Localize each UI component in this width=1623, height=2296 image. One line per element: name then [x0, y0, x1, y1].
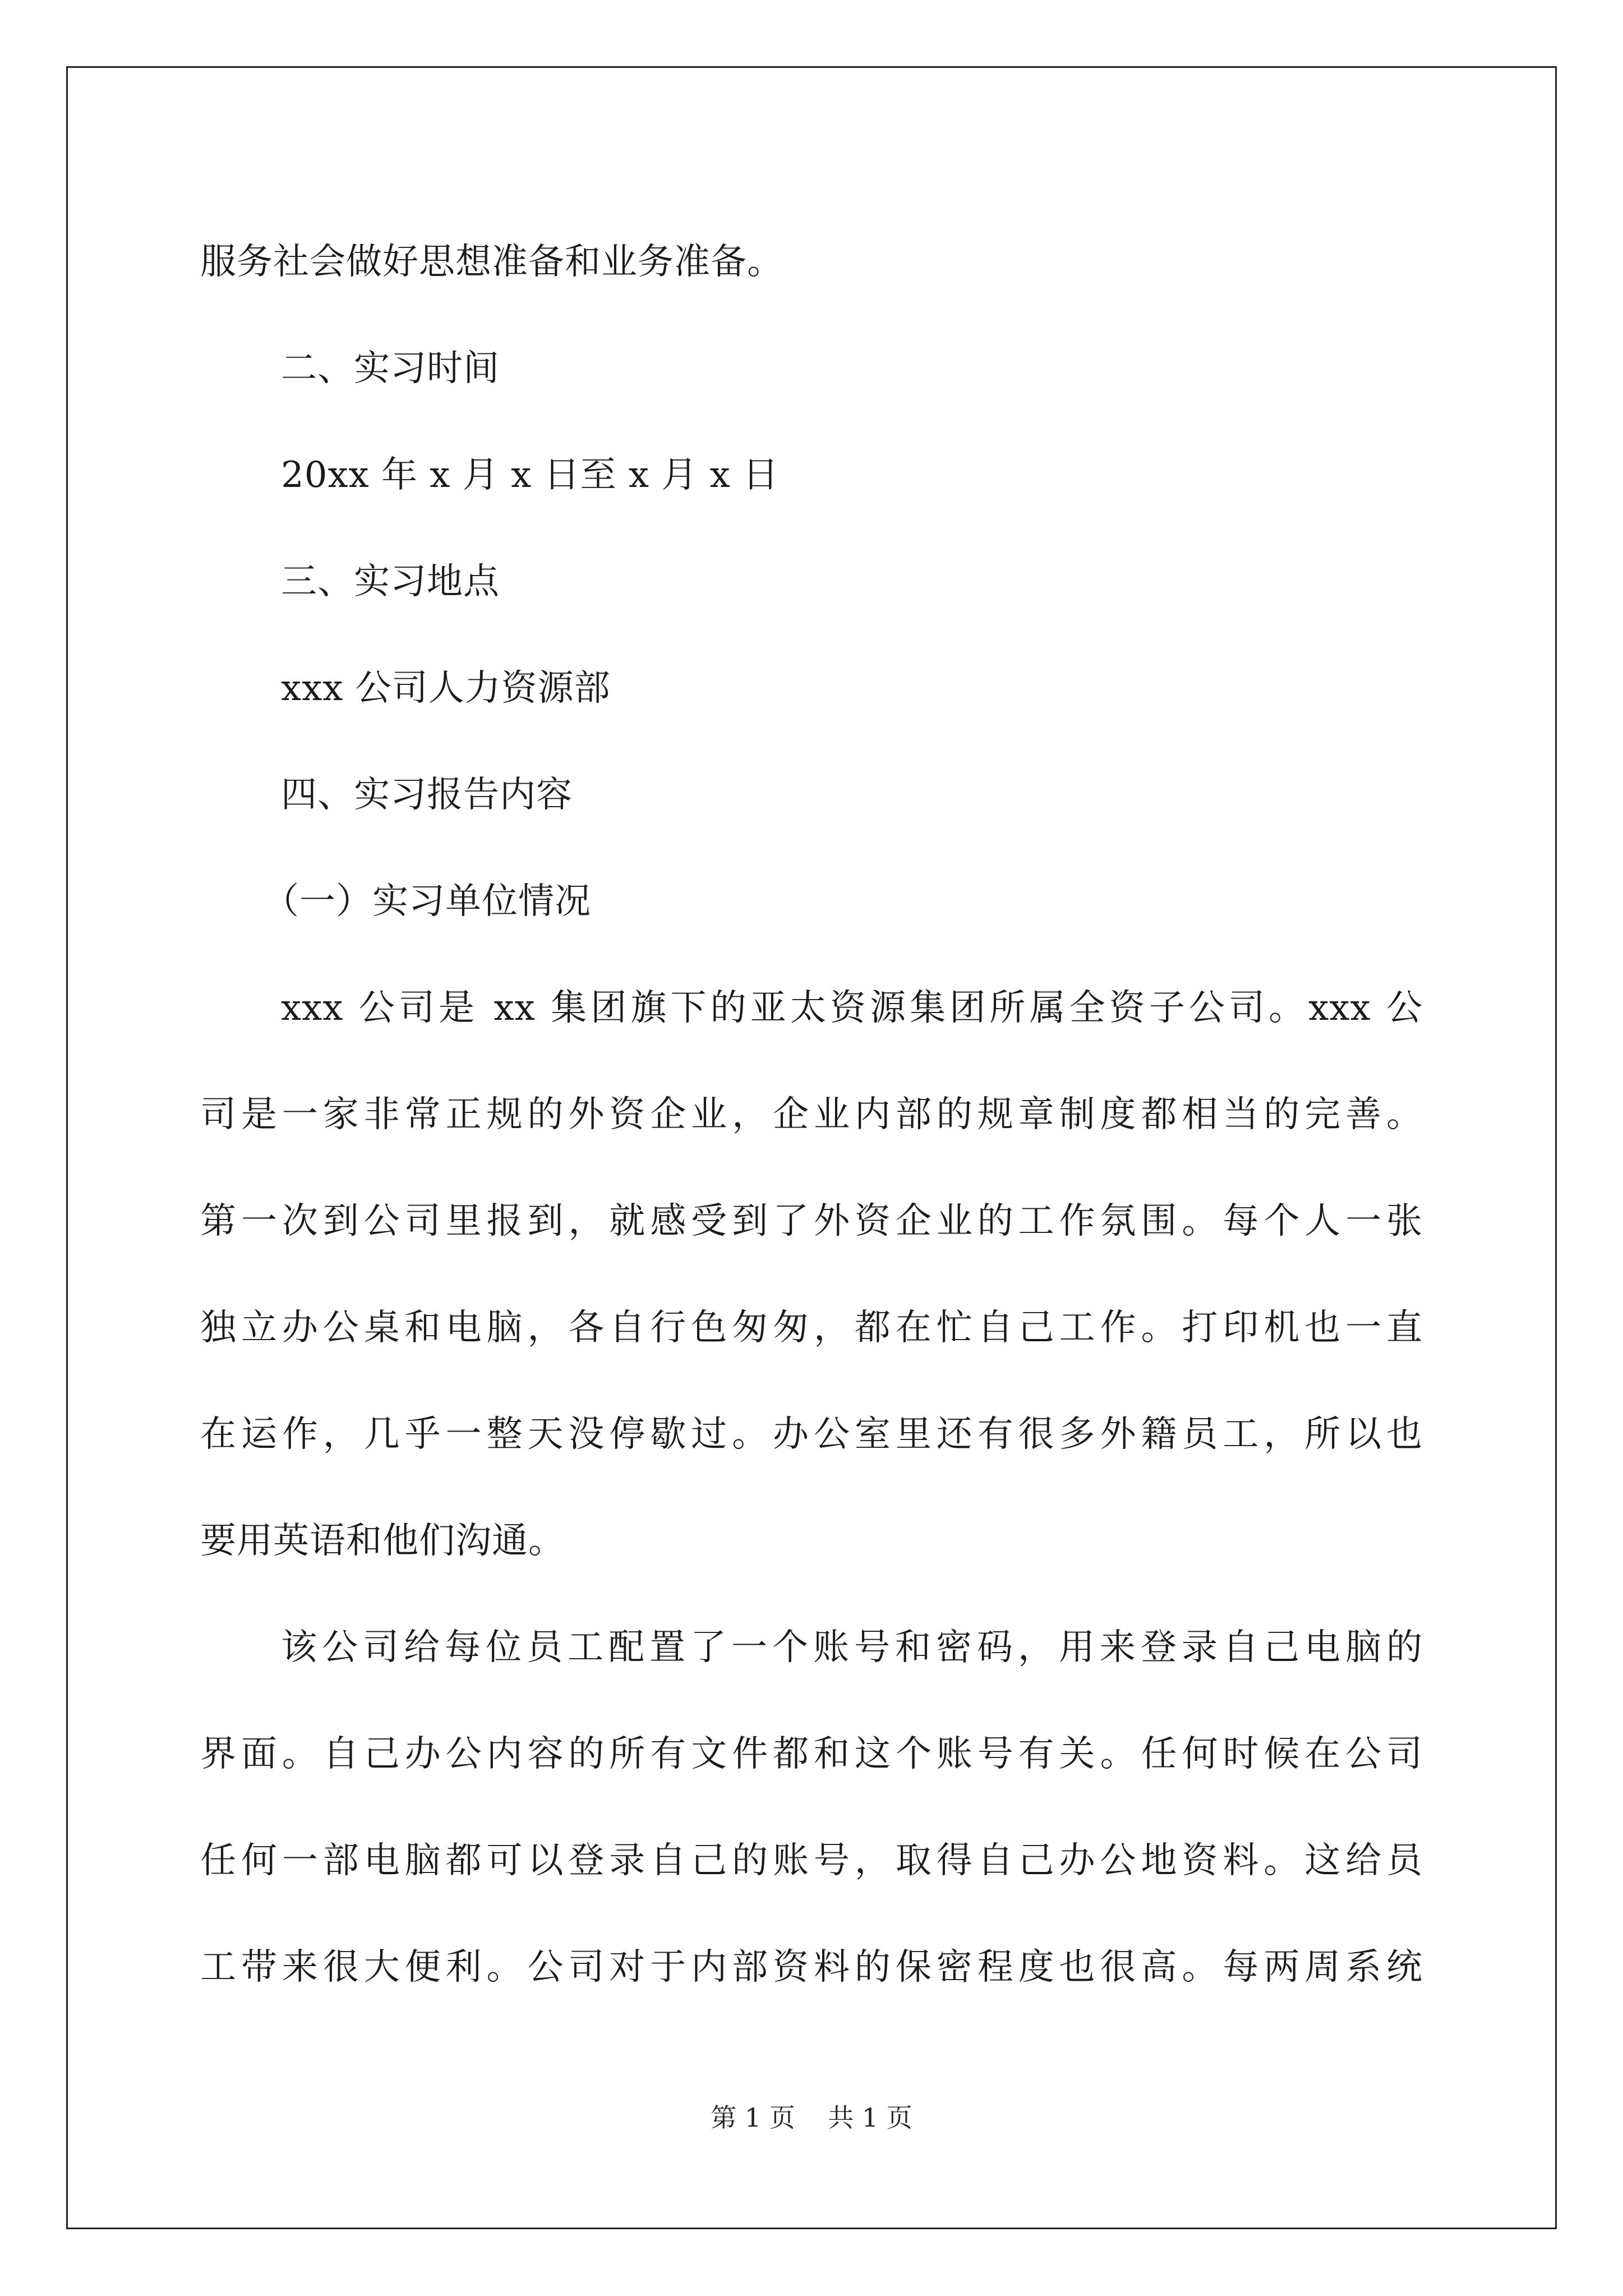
- internship-location: xxx 公司人力资源部: [281, 668, 611, 709]
- page-number-footer: 第 1 页 共 1 页: [711, 2102, 912, 2133]
- paragraph-line: 在运作，几乎一整天没停歇过。办公室里还有很多外籍员工，所以也: [200, 1414, 1423, 1455]
- subsection-heading-unit: （一）实习单位情况: [263, 881, 591, 922]
- paragraph-line: 独立办公桌和电脑，各自行色匆匆，都在忙自己工作。打印机也一直: [200, 1307, 1423, 1349]
- section-heading-content: 四、实习报告内容: [281, 774, 573, 816]
- section-heading-time: 二、实习时间: [281, 348, 500, 389]
- body-line: 服务社会做好思想准备和业务准备。: [200, 241, 783, 283]
- paragraph-line: 任何一部电脑都可以登录自己的账号，取得自己办公地资料。这给员: [200, 1840, 1423, 1881]
- paragraph-line: 界面。自己办公内容的所有文件都和这个账号有关。任何时候在公司: [200, 1733, 1423, 1775]
- paragraph-line: 第一次到公司里报到，就感受到了外资企业的工作氛围。每个人一张: [200, 1200, 1423, 1242]
- document-body: [200, 209, 1423, 2021]
- paragraph-line: 要用英语和他们沟通。: [200, 1520, 565, 1562]
- section-heading-location: 三、实习地点: [281, 561, 500, 602]
- paragraph-line: xxx 公司是 xx 集团旗下的亚太资源集团所属全资子公司。xxx 公: [281, 987, 1423, 1029]
- paragraph-line: 司是一家非常正规的外资企业，企业内部的规章制度都相当的完善。: [200, 1094, 1423, 1135]
- paragraph-line: 工带来很大便利。公司对于内部资料的保密程度也很高。每两周系统: [200, 1947, 1423, 1988]
- internship-dates: 20xx 年 x 月 x 日至 x 月 x 日: [281, 454, 780, 496]
- paragraph-line: 该公司给每位员工配置了一个账号和密码，用来登录自己电脑的: [281, 1627, 1423, 1668]
